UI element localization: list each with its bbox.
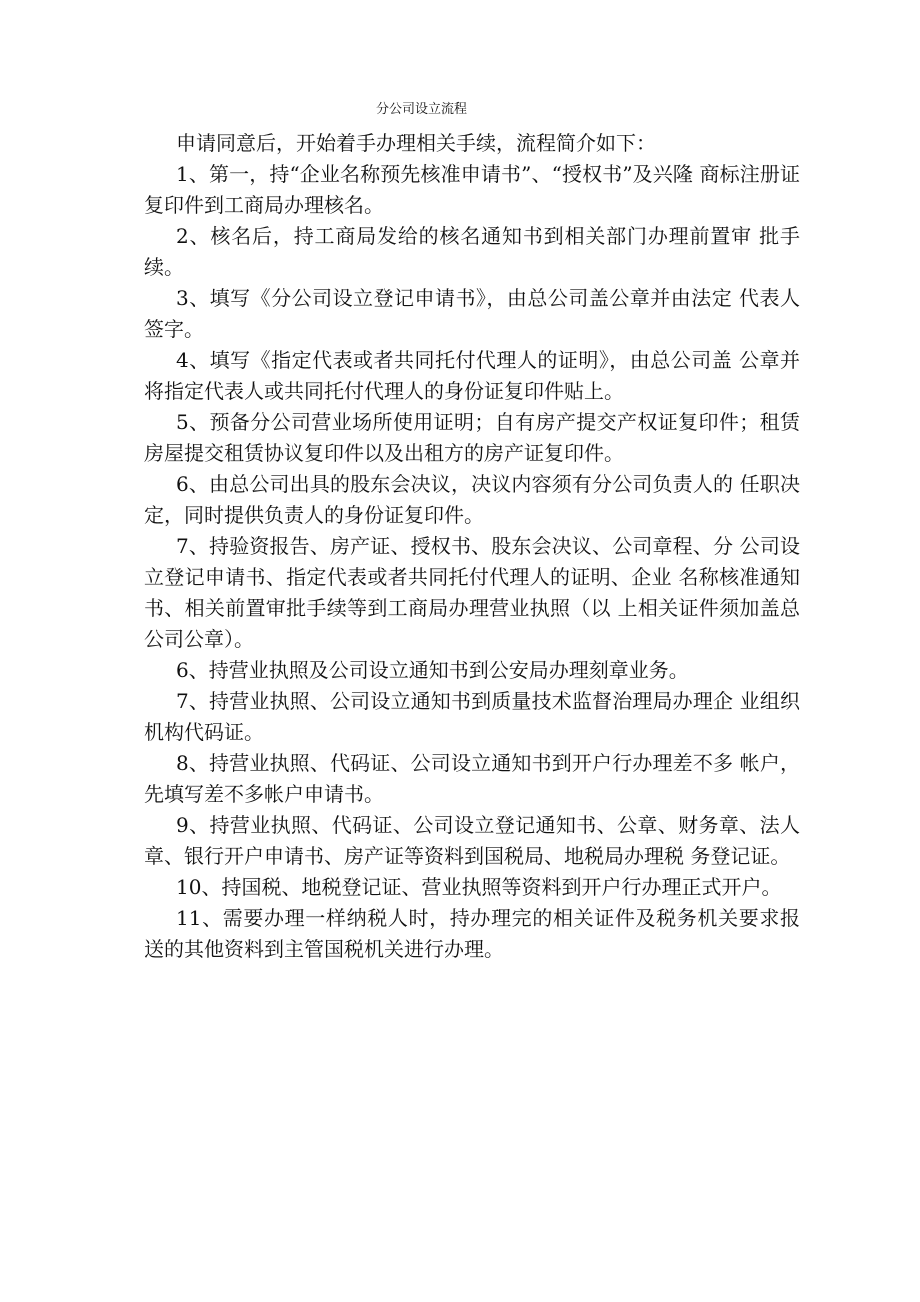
step-paragraph: 7、持验资报告、房产证、授权书、股东会决议、公司章程、分 公司设立登记申请书、指定代表或者共同托付代理人的证明、企业 名称核准通知书、相关前置审批手续等到工商局办理营业执照（以 上相关证件须加盖总公司公章）。 [144, 534, 800, 651]
step-paragraph: 3、填写《分公司设立登记申请书》，由总公司盖公章并由法定 代表人签字。 [144, 286, 800, 341]
step-paragraph: 6、持营业执照及公司设立通知书到公安局办理刻章业务。 [176, 658, 689, 682]
step-paragraph: 7、持营业执照、公司设立通知书到质量技术监督治理局办理企 业组织机构代码证。 [144, 689, 800, 744]
step-paragraph: 5、预备分公司营业场所使用证明；自有房产提交产权证复印件；租赁房屋提交租赁协议复印件以及出租方的房产证复印件。 [144, 410, 800, 465]
step-paragraph: 8、持营业执照、代码证、公司设立通知书到开户行办理差不多 帐户，先填写差不多帐户申请书。 [144, 751, 800, 806]
document-title: 分公司设立流程 [376, 102, 468, 117]
step-paragraph: 6、由总公司出具的股东会决议，决议内容须有分公司负责人的 任职决定，同时提供负责人的身份证复印件。 [144, 472, 800, 527]
step-paragraph: 1、第一，持“企业名称预先核准申请书”、“授权书”及兴隆 商标注册证复印件到工商局办理核名。 [144, 162, 800, 217]
step-paragraph: 10、持国税、地税登记证、营业执照等资料到开户行办理正式开户。 [176, 875, 782, 899]
step-paragraph: 4、填写《指定代表或者共同托付代理人的证明》，由总公司盖 公章并将指定代表人或共同托付代理人的身份证复印件贴上。 [144, 348, 800, 403]
document-body [144, 128, 800, 965]
intro-paragraph: 申请同意后，开始着手办理相关手续，流程简介如下： [176, 131, 656, 155]
step-paragraph: 9、持营业执照、代码证、公司设立登记通知书、公章、财务章、法人章、银行开户申请书、房产证等资料到国税局、地税局办理税 务登记证。 [144, 813, 800, 868]
step-paragraph: 11、需要办理一样纳税人时，持办理完的相关证件及税务机关要求报送的其他资料到主管国税机关进行办理。 [144, 906, 800, 961]
step-paragraph: 2、核名后，持工商局发给的核名通知书到相关部门办理前置审 批手续。 [144, 224, 800, 279]
